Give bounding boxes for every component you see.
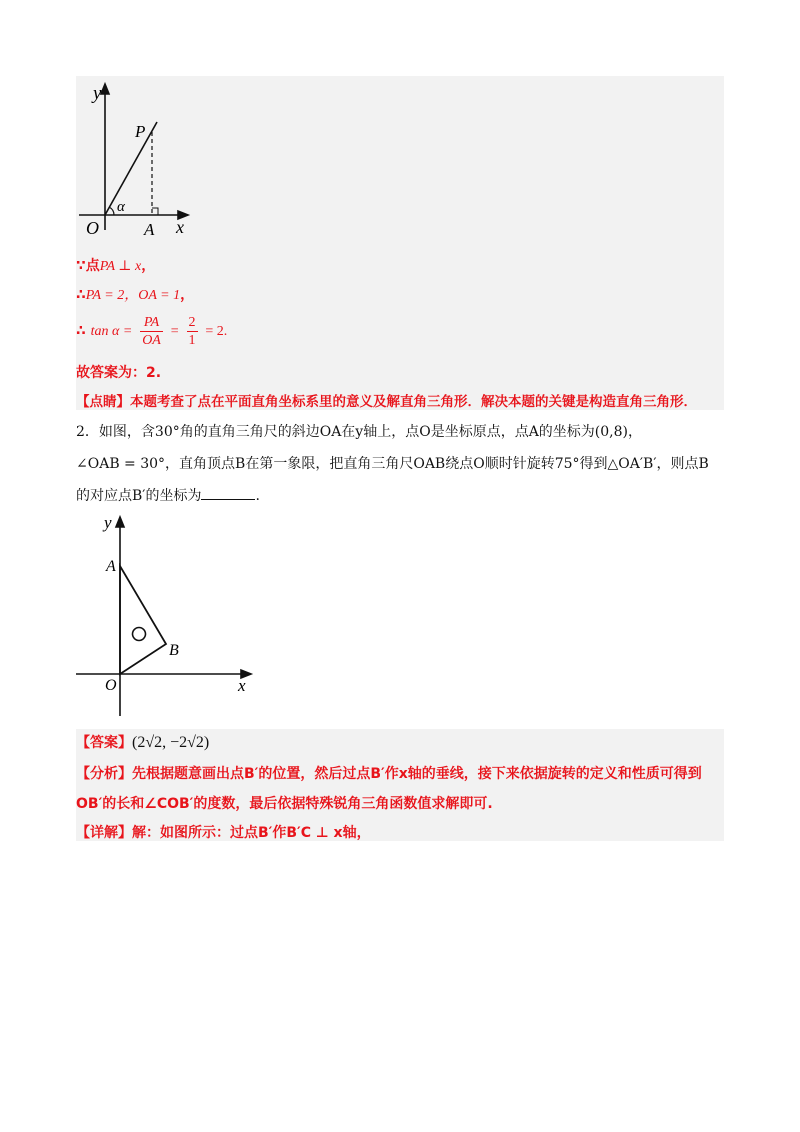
ray-op: [105, 122, 157, 215]
because-text: 点: [85, 258, 100, 274]
fraction-1: 1: [188, 332, 196, 348]
triangle-oab: [120, 566, 166, 674]
fraction-oa: OA: [142, 332, 161, 348]
fig1-y-label: y: [93, 83, 102, 104]
fraction-pa: PA: [140, 314, 163, 332]
answer-2-line: [76, 733, 209, 753]
fig2-y-axis-arrow: [116, 517, 124, 527]
fraction-2: 2: [188, 314, 196, 330]
question-2-line-3-end: .: [255, 488, 260, 504]
question-2-line-3-text: 的对应点B′的坐标为: [76, 488, 202, 504]
question-2-line-2: ∠OAB = 30°，直角顶点B在第一象限，把直角三角尺OAB绕点O顺时针旋转75°得到△OA′B′，则点B: [76, 456, 709, 472]
question-2-line-3: [76, 485, 260, 506]
tan-lead: tan α =: [90, 324, 133, 339]
tan-result: = 2.: [205, 324, 228, 339]
analysis-line-1: [76, 764, 702, 784]
answer-tag: 【答案】: [76, 735, 132, 751]
fig1-alpha-label: α: [117, 199, 125, 215]
because-math: PA ⊥ x: [99, 259, 142, 274]
solution-line-because: ∵点PA ⊥ x，: [76, 258, 156, 274]
detail-tag: 【详解】: [76, 825, 132, 841]
therefore-symbol-1: ∴: [76, 287, 86, 303]
y-axis-arrow: [101, 84, 109, 94]
fig2-o-label: O: [105, 677, 117, 694]
triangle-hole: [133, 628, 146, 641]
figure-2-triangle-diagram: [76, 514, 266, 719]
answer-line-1: 故答案为：2.: [76, 365, 162, 381]
fig1-x-label: x: [176, 217, 184, 237]
solution-line-tan: [76, 313, 227, 350]
figure-1-coordinate-diagram: [76, 80, 206, 240]
fraction-pa-oa: [140, 314, 163, 349]
solution-line-therefore-1: ∴PA = 2，OA = 1，: [76, 287, 195, 303]
analysis-tag: 【分析】: [76, 766, 132, 782]
right-angle-mark: [152, 208, 158, 215]
detail-text: 解：如图所示：过点B′作B′C ⊥ x轴，: [132, 825, 371, 841]
fig2-y-label: y: [104, 514, 112, 532]
equal-sign: =: [170, 324, 179, 339]
fig2-a-label: A: [106, 558, 116, 575]
therefore-1-math: PA = 2，OA = 1: [85, 288, 181, 303]
because-symbol: ∵: [76, 258, 86, 274]
fig1-a-label: A: [144, 220, 155, 239]
fig1-o-label: O: [86, 218, 99, 238]
detail-line: [76, 823, 371, 843]
angle-alpha-arc: [109, 207, 114, 215]
fig2-x-label: x: [238, 676, 246, 695]
question-2-line-1: 2．如图，含30°角的直角三角尺的斜边OA在y轴上，点O是坐标原点，点A的坐标为(0,8)，: [76, 424, 642, 440]
comment-line-1: 【点睛】本题考查了点在平面直角坐标系里的意义及解直角三角形．解决本题的关键是构造直角三角形．: [76, 394, 697, 410]
therefore-symbol-2: ∴: [76, 323, 86, 339]
answer-value: (2√2, −2√2): [132, 734, 210, 751]
fig1-p-label: P: [135, 122, 146, 141]
analysis-text-1: 先根据题意画出点B′的位置，然后过点B′作x轴的垂线，接下来依据旋转的定义和性质可得到: [132, 766, 702, 782]
analysis-line-2: OB′的长和∠COB′的度数，最后依据特殊锐角三角函数值求解即可.: [76, 796, 493, 812]
fraction-2-1: [187, 314, 198, 349]
fig2-b-label: B: [169, 642, 179, 659]
answer-blank: [201, 485, 255, 500]
